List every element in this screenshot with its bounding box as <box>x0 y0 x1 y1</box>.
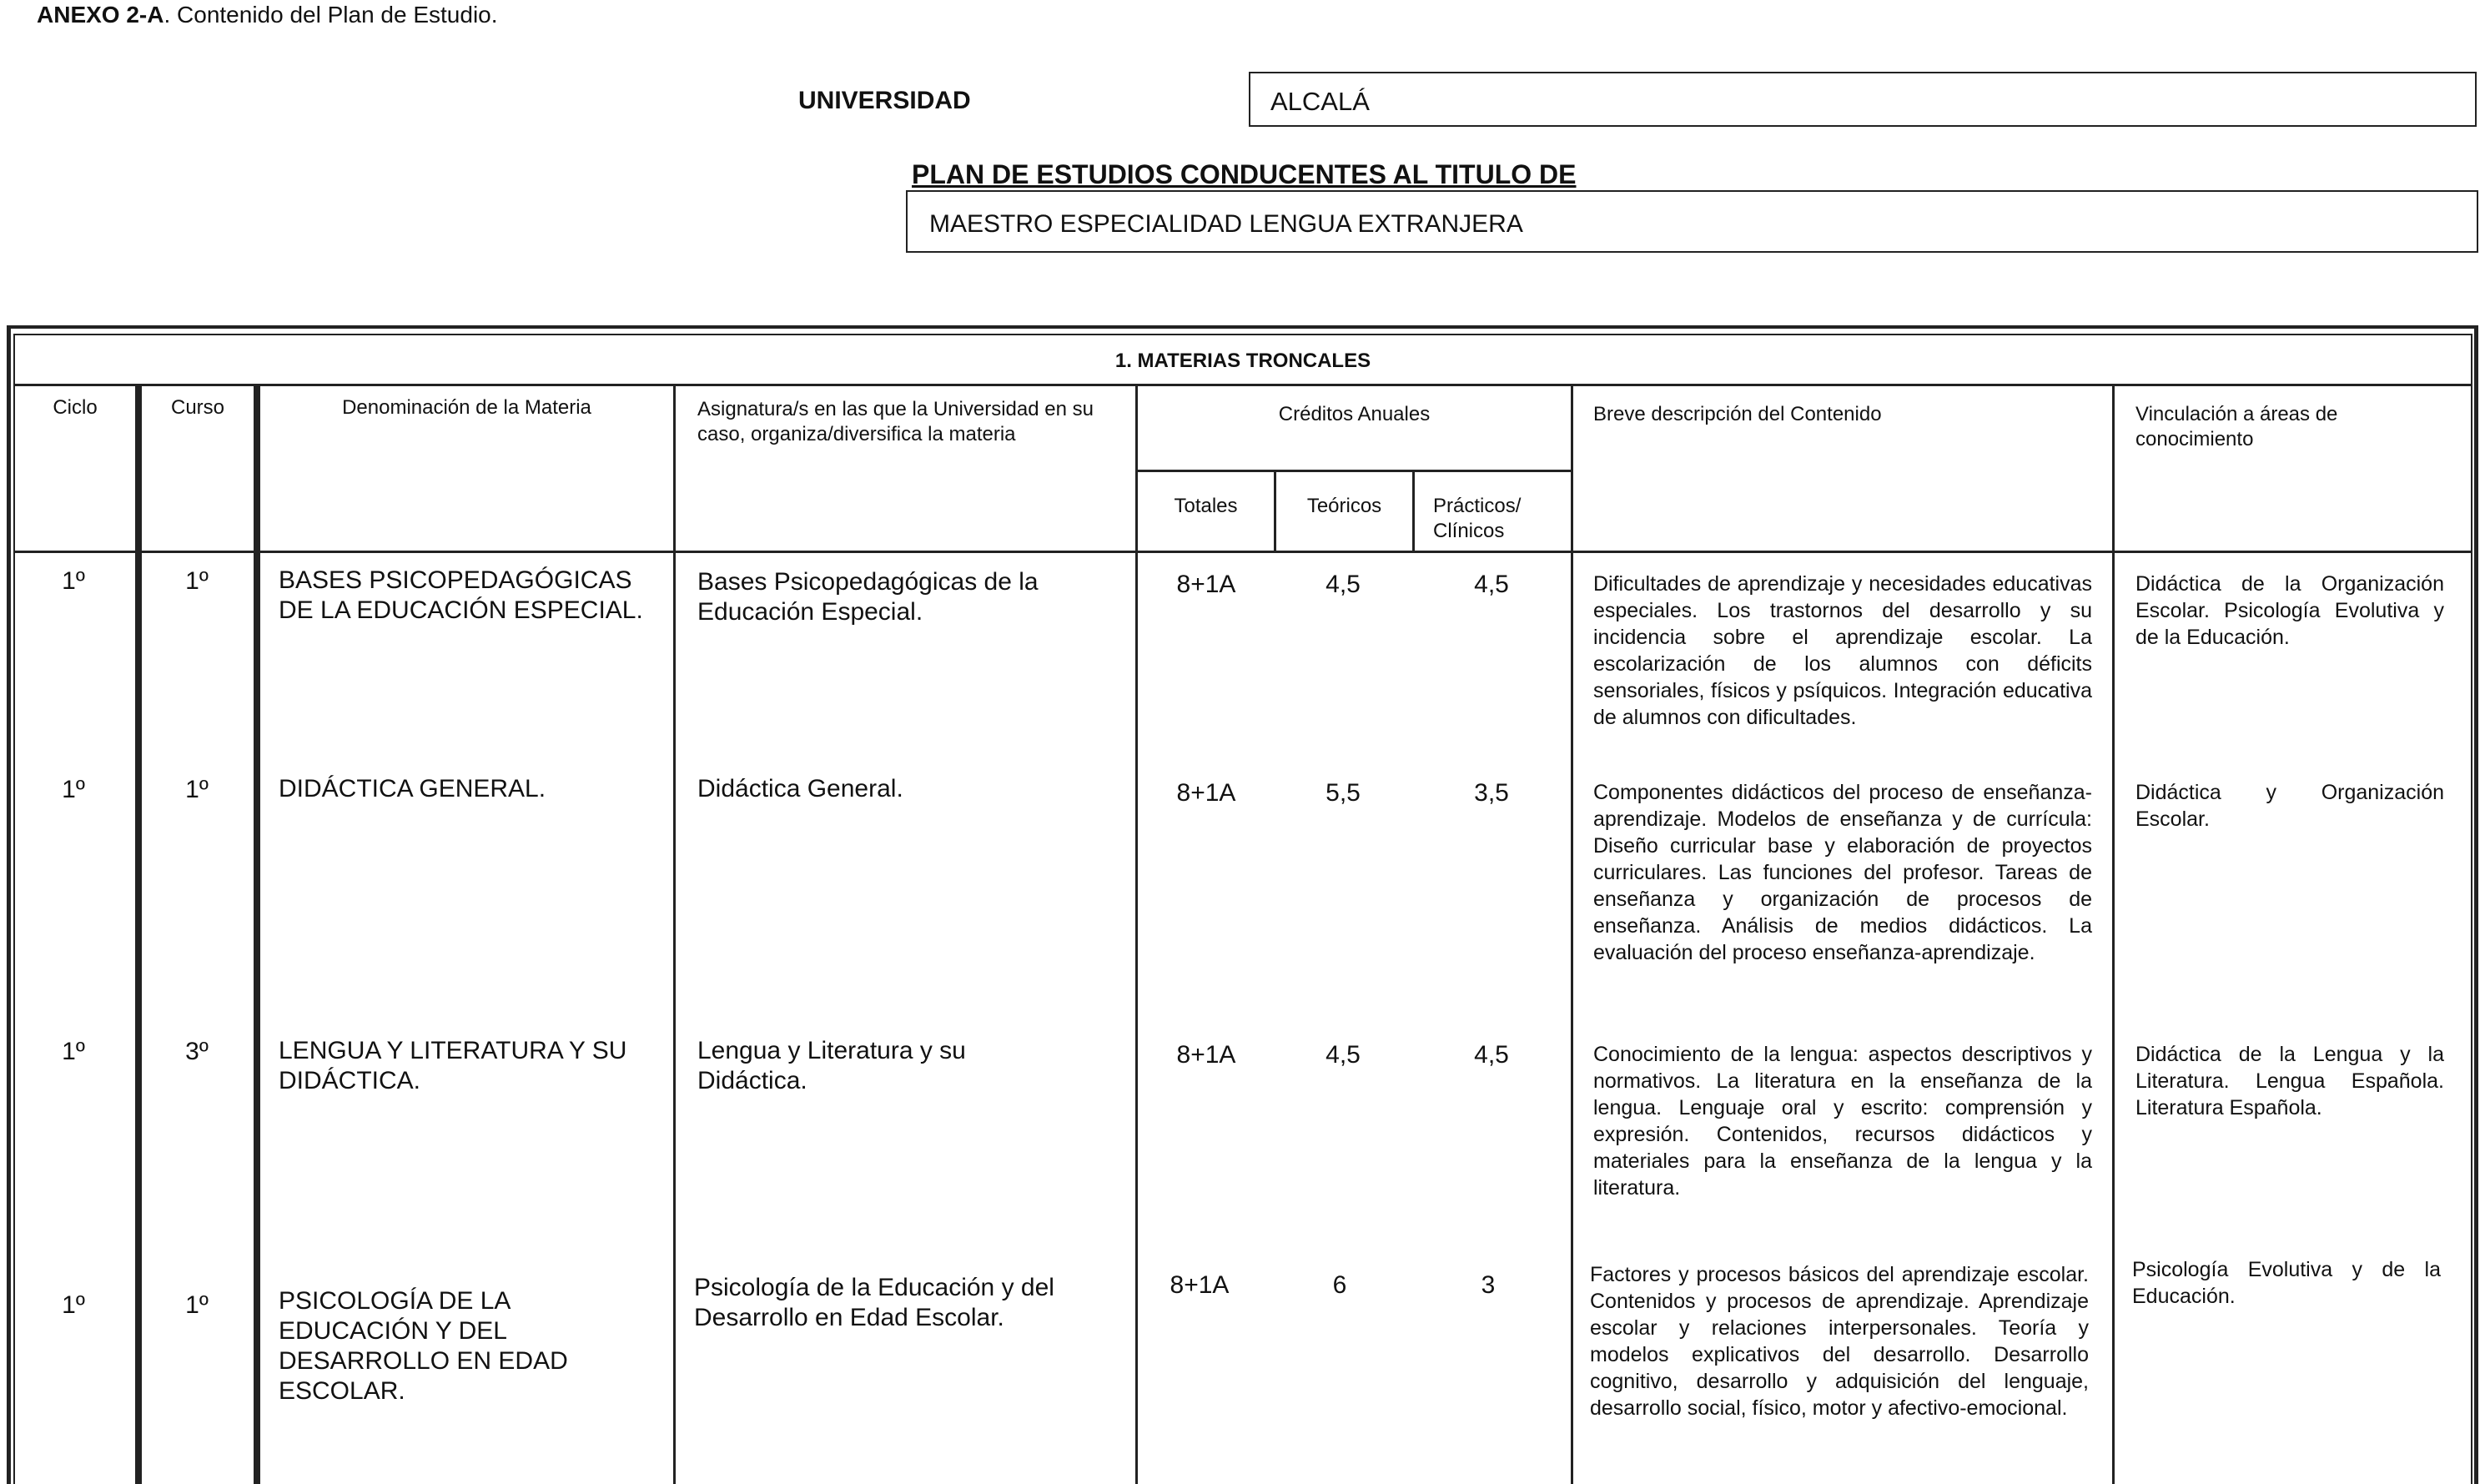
header-teoricos: Teóricos <box>1306 495 1382 517</box>
cell-denominacion: DIDÁCTICA GENERAL. <box>279 775 546 802</box>
cell-curso: 3º <box>185 1038 209 1065</box>
row-divider <box>13 551 2472 553</box>
plan-label: PLAN DE ESTUDIOS CONDUCENTES AL TITULO DE <box>912 159 1577 189</box>
university-field <box>1249 72 2477 127</box>
cell-curso: 1º <box>185 776 209 803</box>
header-practicos: Prácticos/ Clínicos <box>1433 495 1522 542</box>
university-value: ALCALÁ <box>1270 87 1370 116</box>
cell-denominacion: PSICOLOGÍA DE LA EDUCACIÓN Y DEL DESARROLLO EN EDAD ESCOLAR. <box>279 1287 568 1405</box>
header-creditos: Créditos Anuales <box>1278 403 1431 425</box>
cell-ciclo: 1º <box>62 776 85 803</box>
cell-practicos: 3,5 <box>1474 779 1509 807</box>
cell-totales: 8+1A <box>1176 779 1236 807</box>
header-ciclo: Ciclo <box>53 396 98 419</box>
cell-descripcion: Factores y procesos básicos del aprendizaje escolar. Contenidos y procesos de aprendizaje. Aprendizaje escolar y relaciones interpersonales. Teoría y modelos explicativos del desarrollo. Desarrollo cognitivo, desarrollo y adquisición del lenguaje, desarrollo social, físico, motor y afectivo-emocional. <box>1590 1263 2089 1420</box>
cell-vinculacion: Didáctica y Organización Escolar. <box>2135 781 2444 831</box>
cell-teoricos: 4,5 <box>1326 1041 1361 1069</box>
col-divider <box>1571 384 1573 1484</box>
cell-totales: 8+1A <box>1176 1041 1236 1069</box>
cell-ciclo: 1º <box>62 1291 85 1319</box>
cell-totales: 8+1A <box>1170 1271 1230 1299</box>
annex-title <box>37 2 498 28</box>
cell-descripcion: Conocimiento de la lengua: aspectos descriptivos y normativos. La literatura en la enseñanza de la lengua. Lenguaje oral y escrito: comprensión y expresión. Contenidos, recursos didácticos y materiales para la enseñanza de la lengua y la literatura. <box>1593 1043 2092 1200</box>
cell-ciclo: 1º <box>62 1038 85 1065</box>
cell-vinculacion: Didáctica de la Lengua y la Literatura. Lengua Española. Literatura Española. <box>2135 1043 2444 1119</box>
cell-denominacion: BASES PSICOPEDAGÓGICAS DE LA EDUCACIÓN ESPECIAL. <box>279 566 643 624</box>
cell-practicos: 4,5 <box>1474 571 1509 598</box>
cell-practicos: 3 <box>1481 1271 1496 1299</box>
col-divider <box>2112 384 2115 1484</box>
cell-descripcion: Dificultades de aprendizaje y necesidades educativas especiales. Los trastornos del desarrollo y su incidencia sobre el aprendizaje escolar. La escolarización de los alumnos con déficits sensoriales, físicos y psíquicos. Integración educativa de alumnos con dificultades. <box>1593 572 2092 729</box>
section-title: 1. MATERIAS TRONCALES <box>13 335 2472 386</box>
annex-title-bold: ANEXO 2-A <box>37 2 164 28</box>
col-divider <box>673 384 676 1484</box>
university-label: UNIVERSIDAD <box>798 87 971 114</box>
cell-totales: 8+1A <box>1176 571 1236 598</box>
plan-field <box>906 190 2478 253</box>
plan-value: MAESTRO ESPECIALIDAD LENGUA EXTRANJERA <box>929 210 1523 238</box>
cell-asignatura: Lengua y Literatura y su Didáctica. <box>697 1037 966 1094</box>
header-asignatura: Asignatura/s en las que la Universidad en su caso, organiza/diversifica la materia <box>697 398 1094 445</box>
cell-teoricos: 6 <box>1332 1271 1347 1299</box>
cell-descripcion: Componentes didácticos del proceso de enseñanza-aprendizaje. Modelos de enseñanza y de currícula: Diseño curricular base y elaboración de proyectos curriculares. Las funciones del profesor. Tareas de enseñanza y organización de procesos de enseñanza. Análisis de medios didácticos. La evaluación del proceso enseñanza-aprendizaje. <box>1593 781 2092 964</box>
cell-teoricos: 4,5 <box>1326 571 1361 598</box>
header-curso: Curso <box>170 396 225 419</box>
header-totales: Totales <box>1174 495 1238 517</box>
cell-vinculacion: Psicología Evolutiva y de la Educación. <box>2132 1258 2441 1308</box>
cell-asignatura: Bases Psicopedagógicas de la Educación Especial. <box>697 568 1039 626</box>
row-divider <box>1135 470 1573 472</box>
header-descripcion: Breve descripción del Contenido <box>1593 403 1882 425</box>
cell-asignatura: Didáctica General. <box>697 775 903 802</box>
cell-denominacion: LENGUA Y LITERATURA Y SU DIDÁCTICA. <box>279 1037 627 1094</box>
cell-curso: 1º <box>185 567 209 595</box>
header-denominacion: Denominación de la Materia <box>342 396 591 419</box>
cell-asignatura: Psicología de la Educación y del Desarrollo en Edad Escolar. <box>694 1274 1054 1331</box>
cell-practicos: 4,5 <box>1474 1041 1509 1069</box>
col-divider <box>254 384 260 1484</box>
col-divider <box>135 384 142 1484</box>
col-divider <box>1135 384 1138 1484</box>
cell-curso: 1º <box>185 1291 209 1319</box>
header-vinculacion: Vinculación a áreas de conocimiento <box>2135 403 2338 450</box>
col-divider <box>1412 471 1415 553</box>
annex-title-rest: . Contenido del Plan de Estudio. <box>163 2 498 28</box>
cell-ciclo: 1º <box>62 567 85 595</box>
cell-teoricos: 5,5 <box>1326 779 1361 807</box>
cell-vinculacion: Didáctica de la Organización Escolar. Psicología Evolutiva y de la Educación. <box>2135 572 2444 649</box>
